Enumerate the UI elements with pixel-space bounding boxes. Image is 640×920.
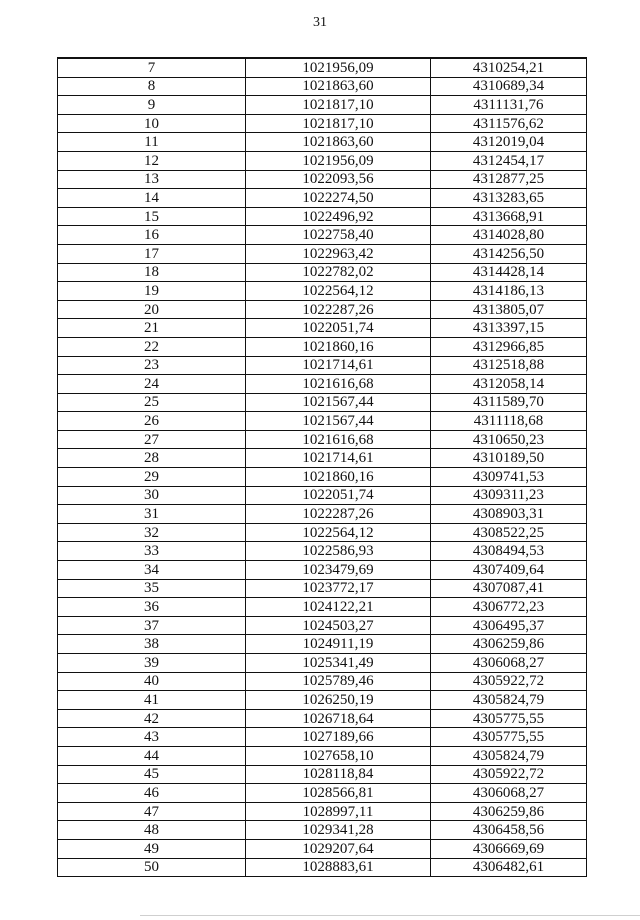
point-number-cell: 10 xyxy=(58,114,246,133)
point-number-cell: 21 xyxy=(58,319,246,338)
x-coordinate-cell: 1021860,16 xyxy=(246,337,431,356)
point-number-cell: 48 xyxy=(58,821,246,840)
y-coordinate-cell: 4312019,04 xyxy=(431,133,587,152)
y-coordinate-cell: 4308903,31 xyxy=(431,505,587,524)
table-row xyxy=(58,133,587,152)
table-row xyxy=(58,616,587,635)
table-row xyxy=(58,282,587,301)
x-coordinate-cell: 1021567,44 xyxy=(246,412,431,431)
table-row xyxy=(58,746,587,765)
y-coordinate-cell: 4312877,25 xyxy=(431,170,587,189)
table-row xyxy=(58,244,587,263)
table-row xyxy=(58,170,587,189)
point-number-cell: 36 xyxy=(58,598,246,617)
y-coordinate-cell: 4306482,61 xyxy=(431,858,587,877)
x-coordinate-cell: 1022051,74 xyxy=(246,319,431,338)
y-coordinate-cell: 4312058,14 xyxy=(431,375,587,394)
table-row xyxy=(58,449,587,468)
point-number-cell: 18 xyxy=(58,263,246,282)
point-number-cell: 49 xyxy=(58,839,246,858)
table-row xyxy=(58,486,587,505)
table-row xyxy=(58,691,587,710)
table-row xyxy=(58,765,587,784)
point-number-cell: 14 xyxy=(58,189,246,208)
y-coordinate-cell: 4306068,27 xyxy=(431,784,587,803)
x-coordinate-cell: 1022287,26 xyxy=(246,300,431,319)
table-row xyxy=(58,356,587,375)
x-coordinate-cell: 1022963,42 xyxy=(246,244,431,263)
table-row xyxy=(58,505,587,524)
y-coordinate-cell: 4310689,34 xyxy=(431,77,587,96)
x-coordinate-cell: 1021714,61 xyxy=(246,449,431,468)
y-coordinate-cell: 4311576,62 xyxy=(431,114,587,133)
y-coordinate-cell: 4306495,37 xyxy=(431,616,587,635)
point-number-cell: 15 xyxy=(58,207,246,226)
table-row xyxy=(58,151,587,170)
point-number-cell: 45 xyxy=(58,765,246,784)
table-row xyxy=(58,189,587,208)
point-number-cell: 17 xyxy=(58,244,246,263)
point-number-cell: 28 xyxy=(58,449,246,468)
x-coordinate-cell: 1026250,19 xyxy=(246,691,431,710)
y-coordinate-cell: 4309741,53 xyxy=(431,468,587,487)
y-coordinate-cell: 4310650,23 xyxy=(431,430,587,449)
table-row xyxy=(58,96,587,115)
x-coordinate-cell: 1024122,21 xyxy=(246,598,431,617)
x-coordinate-cell: 1029207,64 xyxy=(246,839,431,858)
table-row xyxy=(58,654,587,673)
point-number-cell: 12 xyxy=(58,151,246,170)
x-coordinate-cell: 1023479,69 xyxy=(246,561,431,580)
x-coordinate-cell: 1028997,11 xyxy=(246,802,431,821)
point-number-cell: 29 xyxy=(58,468,246,487)
point-number-cell: 46 xyxy=(58,784,246,803)
x-coordinate-cell: 1021860,16 xyxy=(246,468,431,487)
point-number-cell: 50 xyxy=(58,858,246,877)
point-number-cell: 32 xyxy=(58,523,246,542)
x-coordinate-cell: 1021817,10 xyxy=(246,96,431,115)
y-coordinate-cell: 4306259,86 xyxy=(431,635,587,654)
y-coordinate-cell: 4310189,50 xyxy=(431,449,587,468)
y-coordinate-cell: 4308494,53 xyxy=(431,542,587,561)
point-number-cell: 37 xyxy=(58,616,246,635)
x-coordinate-cell: 1022564,12 xyxy=(246,282,431,301)
x-coordinate-cell: 1021714,61 xyxy=(246,356,431,375)
y-coordinate-cell: 4305775,55 xyxy=(431,728,587,747)
point-number-cell: 39 xyxy=(58,654,246,673)
table-row xyxy=(58,226,587,245)
x-coordinate-cell: 1021616,68 xyxy=(246,430,431,449)
table-row xyxy=(58,709,587,728)
x-coordinate-cell: 1028118,84 xyxy=(246,765,431,784)
table-row xyxy=(58,114,587,133)
y-coordinate-cell: 4313805,07 xyxy=(431,300,587,319)
x-coordinate-cell: 1022586,93 xyxy=(246,542,431,561)
x-coordinate-cell: 1022093,56 xyxy=(246,170,431,189)
y-coordinate-cell: 4313668,91 xyxy=(431,207,587,226)
point-number-cell: 33 xyxy=(58,542,246,561)
table-row xyxy=(58,579,587,598)
table-row xyxy=(58,430,587,449)
x-coordinate-cell: 1027658,10 xyxy=(246,746,431,765)
x-coordinate-cell: 1028566,81 xyxy=(246,784,431,803)
x-coordinate-cell: 1021616,68 xyxy=(246,375,431,394)
y-coordinate-cell: 4313283,65 xyxy=(431,189,587,208)
x-coordinate-cell: 1024503,27 xyxy=(246,616,431,635)
bottom-edge-line xyxy=(140,915,640,916)
coordinates-table xyxy=(57,57,587,877)
point-number-cell: 23 xyxy=(58,356,246,375)
y-coordinate-cell: 4305775,55 xyxy=(431,709,587,728)
point-number-cell: 25 xyxy=(58,393,246,412)
y-coordinate-cell: 4306068,27 xyxy=(431,654,587,673)
x-coordinate-cell: 1022496,92 xyxy=(246,207,431,226)
y-coordinate-cell: 4305922,72 xyxy=(431,765,587,784)
point-number-cell: 31 xyxy=(58,505,246,524)
coordinates-table-body xyxy=(58,58,587,877)
point-number-cell: 8 xyxy=(58,77,246,96)
x-coordinate-cell: 1028883,61 xyxy=(246,858,431,877)
y-coordinate-cell: 4308522,25 xyxy=(431,523,587,542)
point-number-cell: 27 xyxy=(58,430,246,449)
table-row xyxy=(58,319,587,338)
x-coordinate-cell: 1025341,49 xyxy=(246,654,431,673)
y-coordinate-cell: 4310254,21 xyxy=(431,58,587,77)
point-number-cell: 38 xyxy=(58,635,246,654)
point-number-cell: 40 xyxy=(58,672,246,691)
point-number-cell: 35 xyxy=(58,579,246,598)
x-coordinate-cell: 1022564,12 xyxy=(246,523,431,542)
x-coordinate-cell: 1022274,50 xyxy=(246,189,431,208)
x-coordinate-cell: 1022287,26 xyxy=(246,505,431,524)
table-row xyxy=(58,635,587,654)
table-row xyxy=(58,300,587,319)
x-coordinate-cell: 1023772,17 xyxy=(246,579,431,598)
point-number-cell: 11 xyxy=(58,133,246,152)
point-number-cell: 22 xyxy=(58,337,246,356)
point-number-cell: 19 xyxy=(58,282,246,301)
x-coordinate-cell: 1024911,19 xyxy=(246,635,431,654)
point-number-cell: 26 xyxy=(58,412,246,431)
point-number-cell: 43 xyxy=(58,728,246,747)
point-number-cell: 30 xyxy=(58,486,246,505)
y-coordinate-cell: 4314028,80 xyxy=(431,226,587,245)
x-coordinate-cell: 1021863,60 xyxy=(246,77,431,96)
y-coordinate-cell: 4307087,41 xyxy=(431,579,587,598)
y-coordinate-cell: 4306259,86 xyxy=(431,802,587,821)
table-row xyxy=(58,802,587,821)
y-coordinate-cell: 4306458,56 xyxy=(431,821,587,840)
point-number-cell: 13 xyxy=(58,170,246,189)
page-number: 31 xyxy=(313,15,327,30)
y-coordinate-cell: 4309311,23 xyxy=(431,486,587,505)
y-coordinate-cell: 4306772,23 xyxy=(431,598,587,617)
y-coordinate-cell: 4305824,79 xyxy=(431,691,587,710)
point-number-cell: 42 xyxy=(58,709,246,728)
point-number-cell: 47 xyxy=(58,802,246,821)
x-coordinate-cell: 1022758,40 xyxy=(246,226,431,245)
x-coordinate-cell: 1025789,46 xyxy=(246,672,431,691)
y-coordinate-cell: 4311131,76 xyxy=(431,96,587,115)
y-coordinate-cell: 4311589,70 xyxy=(431,393,587,412)
x-coordinate-cell: 1021863,60 xyxy=(246,133,431,152)
point-number-cell: 16 xyxy=(58,226,246,245)
table-row xyxy=(58,393,587,412)
table-row xyxy=(58,672,587,691)
table-row xyxy=(58,542,587,561)
x-coordinate-cell: 1021817,10 xyxy=(246,114,431,133)
table-row xyxy=(58,207,587,226)
y-coordinate-cell: 4314256,50 xyxy=(431,244,587,263)
y-coordinate-cell: 4305824,79 xyxy=(431,746,587,765)
table-row xyxy=(58,263,587,282)
table-row xyxy=(58,858,587,877)
x-coordinate-cell: 1021956,09 xyxy=(246,58,431,77)
point-number-cell: 7 xyxy=(58,58,246,77)
x-coordinate-cell: 1021956,09 xyxy=(246,151,431,170)
table-row xyxy=(58,728,587,747)
y-coordinate-cell: 4314428,14 xyxy=(431,263,587,282)
table-row xyxy=(58,468,587,487)
table-row xyxy=(58,523,587,542)
y-coordinate-cell: 4312966,85 xyxy=(431,337,587,356)
table-row xyxy=(58,58,587,77)
y-coordinate-cell: 4307409,64 xyxy=(431,561,587,580)
table-row xyxy=(58,375,587,394)
x-coordinate-cell: 1026718,64 xyxy=(246,709,431,728)
y-coordinate-cell: 4306669,69 xyxy=(431,839,587,858)
table-row xyxy=(58,77,587,96)
table-row xyxy=(58,412,587,431)
table-row xyxy=(58,561,587,580)
x-coordinate-cell: 1022782,02 xyxy=(246,263,431,282)
table-row xyxy=(58,821,587,840)
table-row xyxy=(58,337,587,356)
y-coordinate-cell: 4314186,13 xyxy=(431,282,587,301)
point-number-cell: 9 xyxy=(58,96,246,115)
table-row xyxy=(58,839,587,858)
point-number-cell: 20 xyxy=(58,300,246,319)
x-coordinate-cell: 1027189,66 xyxy=(246,728,431,747)
y-coordinate-cell: 4312454,17 xyxy=(431,151,587,170)
y-coordinate-cell: 4313397,15 xyxy=(431,319,587,338)
x-coordinate-cell: 1029341,28 xyxy=(246,821,431,840)
y-coordinate-cell: 4305922,72 xyxy=(431,672,587,691)
x-coordinate-cell: 1022051,74 xyxy=(246,486,431,505)
point-number-cell: 44 xyxy=(58,746,246,765)
point-number-cell: 24 xyxy=(58,375,246,394)
y-coordinate-cell: 4312518,88 xyxy=(431,356,587,375)
point-number-cell: 34 xyxy=(58,561,246,580)
table-row xyxy=(58,784,587,803)
table-row xyxy=(58,598,587,617)
y-coordinate-cell: 4311118,68 xyxy=(431,412,587,431)
point-number-cell: 41 xyxy=(58,691,246,710)
x-coordinate-cell: 1021567,44 xyxy=(246,393,431,412)
